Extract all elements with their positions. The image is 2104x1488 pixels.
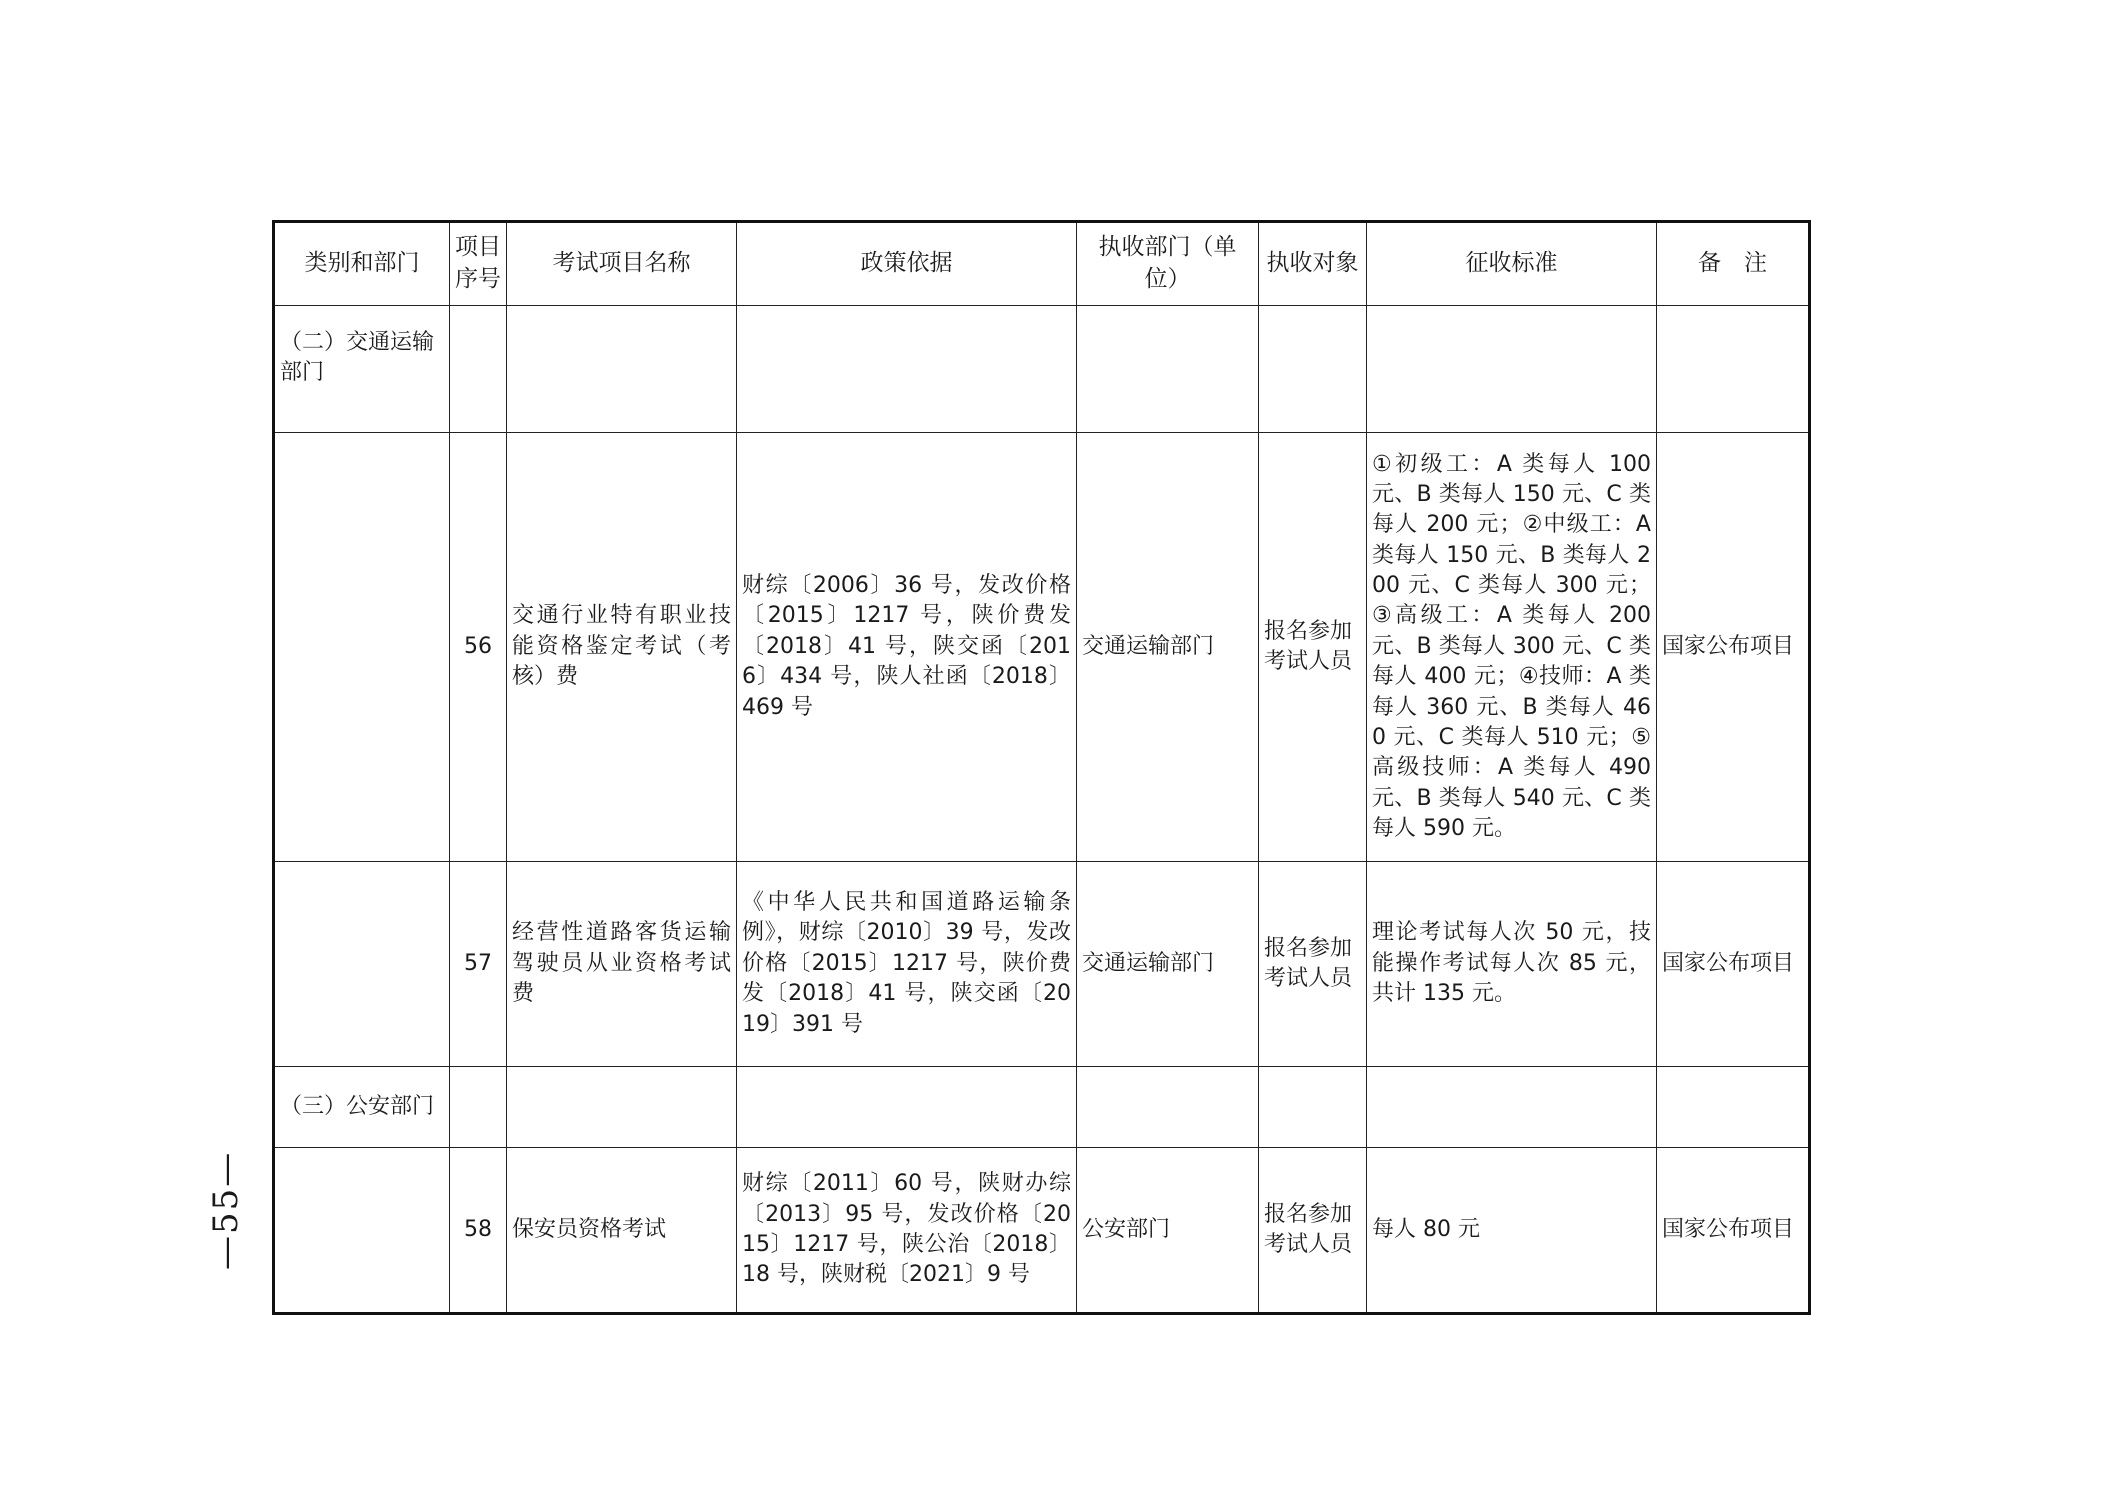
section-row-public-security [274, 1067, 1810, 1148]
payer-cell: 报名参加考试人员 [1259, 1148, 1367, 1314]
remark-cell: 国家公布项目 [1657, 433, 1810, 862]
dept-cell: 公安部门 [1077, 1148, 1259, 1314]
standard-cell: ①初级工：A 类每人 100 元、B 类每人 150 元、C 类每人 200 元；②中级工：A 类每人 150 元、B 类每人 200 元、C 类每人 300 元；③高级工：A 类每人 200 元、B 类每人 300 元、C 类每人 400 元；④技师：A 类每人 360 元、B 类每人 460 元、C 类每人 510 元；⑤高级技师：A 类每人 490 元、B 类每人 540 元、C 类每人 590 元。 [1367, 433, 1657, 862]
standard-cell: 每人 80 元 [1367, 1148, 1657, 1314]
section-row-transport [274, 306, 1810, 433]
header-remarks: 备 注 [1657, 222, 1810, 306]
header-exam-name: 考试项目名称 [507, 222, 737, 306]
payer-cell: 报名参加考试人员 [1259, 862, 1367, 1067]
header-item-no: 项目序号 [450, 222, 507, 306]
payer-cell: 报名参加考试人员 [1259, 433, 1367, 862]
header-row [274, 222, 1810, 306]
header-standard: 征收标准 [1367, 222, 1657, 306]
header-category: 类别和部门 [274, 222, 450, 306]
dept-cell: 交通运输部门 [1077, 862, 1259, 1067]
policy-cell: 财综〔2006〕36 号，发改价格〔2015〕1217 号，陕价费发〔2018〕41 号，陕交函〔2016〕434 号，陕人社函〔2018〕469 号 [737, 433, 1077, 862]
item-no-cell: 56 [450, 433, 507, 862]
standard-cell: 理论考试每人次 50 元，技能操作考试每人次 85 元，共计 135 元。 [1367, 862, 1657, 1067]
item-no-cell: 57 [450, 862, 507, 1067]
exam-name-cell: 交通行业特有职业技能资格鉴定考试（考核）费 [507, 433, 737, 862]
header-policy-basis: 政策依据 [737, 222, 1077, 306]
header-collecting-dept: 执收部门（单位） [1077, 222, 1259, 306]
header-payer: 执收对象 [1259, 222, 1367, 306]
exam-name-cell: 保安员资格考试 [507, 1148, 737, 1314]
dept-cell: 交通运输部门 [1077, 433, 1259, 862]
section-label: （三）公安部门 [274, 1067, 450, 1148]
section-label: （二）交通运输部门 [274, 306, 450, 433]
policy-cell: 《中华人民共和国道路运输条例》，财综〔2010〕39 号，发改价格〔2015〕1217 号，陕价费发〔2018〕41 号，陕交函〔2019〕391 号 [737, 862, 1077, 1067]
table-row [274, 433, 1810, 862]
table-row [274, 862, 1810, 1067]
table-row [274, 1148, 1810, 1314]
remark-cell: 国家公布项目 [1657, 1148, 1810, 1314]
remark-cell: 国家公布项目 [1657, 862, 1810, 1067]
item-no-cell: 58 [450, 1148, 507, 1314]
fee-table [272, 220, 1811, 1315]
page-number: —55— [206, 1150, 246, 1270]
policy-cell: 财综〔2011〕60 号，陕财办综〔2013〕95 号，发改价格〔2015〕1217 号，陕公治〔2018〕18 号，陕财税〔2021〕9 号 [737, 1148, 1077, 1314]
exam-name-cell: 经营性道路客货运输驾驶员从业资格考试费 [507, 862, 737, 1067]
